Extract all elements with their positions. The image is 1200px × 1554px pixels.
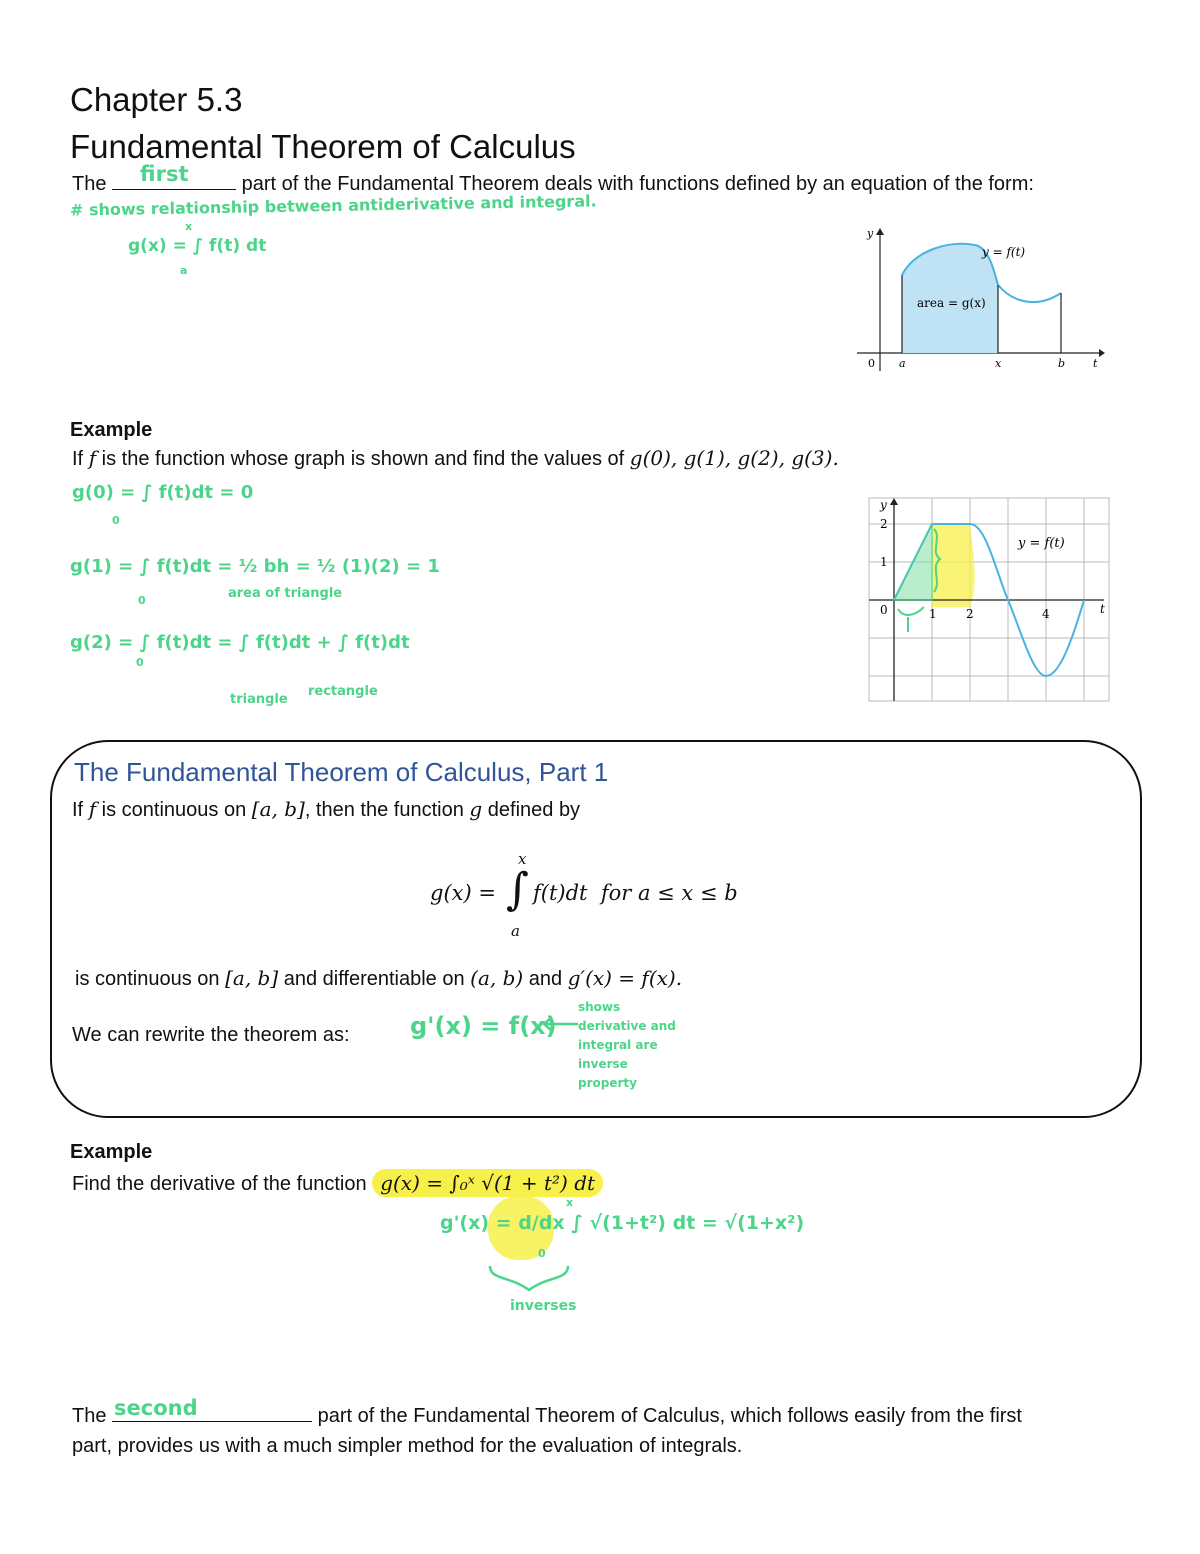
theorem-line1-f: f bbox=[88, 797, 97, 821]
example2-hw-lower: 0 bbox=[538, 1247, 546, 1260]
example1-hw-line2: g(1) = ∫ f(t)dt = ½ bh = ½ (1)(2) = 1 bbox=[70, 556, 440, 577]
figure2-ytick-2: 2 bbox=[880, 517, 888, 531]
example1-prompt-middle: is the function whose graph is shown and find the values of bbox=[101, 448, 625, 470]
intro-blank bbox=[112, 162, 236, 190]
figure2-y-label: y bbox=[880, 498, 887, 512]
theorem-line2-open: (a, b) bbox=[470, 966, 524, 990]
figure1-y-label: y bbox=[867, 227, 874, 240]
intro-handwritten-lower: a bbox=[180, 264, 188, 277]
theorem-heading: The Fundamental Theorem of Calculus, Part 1 bbox=[74, 757, 609, 787]
figure2-t-label: t bbox=[1100, 602, 1105, 616]
example-function-graph bbox=[868, 497, 1110, 702]
formula-lhs: g(x) = bbox=[430, 881, 496, 905]
figure2-xtick-1: 1 bbox=[929, 607, 937, 621]
intro-handwritten-upper: x bbox=[185, 220, 193, 233]
theorem-line1 bbox=[72, 796, 580, 823]
example1-prompt bbox=[72, 445, 839, 472]
example1-hw-line2-note: area of triangle bbox=[228, 586, 343, 601]
figure2-xtick-2: 2 bbox=[966, 607, 974, 621]
figure2-xtick-4: 4 bbox=[1042, 607, 1050, 621]
figure1-tick-x: x bbox=[995, 357, 1002, 370]
theorem-line2-and: and bbox=[528, 968, 563, 990]
figure1-tick-0: 0 bbox=[868, 357, 875, 370]
theorem-line1-g: g bbox=[469, 797, 483, 821]
example1-prompt-f: f bbox=[88, 446, 97, 470]
example2-hw-note: inverses bbox=[510, 1298, 577, 1314]
example2-hw-solution: g'(x) = d/dx ∫ √(1+t²) dt = √(1+x²) bbox=[440, 1212, 805, 1234]
example1-hw-line1-lower: 0 bbox=[112, 514, 120, 527]
example2-prompt-text: Find the derivative of the function bbox=[72, 1173, 367, 1195]
example2-hw-upper: x bbox=[566, 1196, 574, 1209]
example1-hw-line3-note2: rectangle bbox=[308, 684, 378, 699]
theorem-line2 bbox=[75, 965, 682, 992]
figure1-tick-b: b bbox=[1058, 357, 1066, 370]
theorem-hw-rewrite: g'(x) = f(x) bbox=[410, 1012, 557, 1040]
theorem-line1-start: If bbox=[72, 799, 84, 821]
area-function-graph bbox=[855, 225, 1105, 375]
figure2-y-arrow bbox=[890, 498, 898, 505]
formula-lower: a bbox=[511, 922, 520, 940]
formula-body: f(t)dt for a ≤ x ≤ b bbox=[533, 881, 738, 905]
example1-hw-line1: g(0) = ∫ f(t)dt = 0 bbox=[72, 482, 254, 503]
example1-hw-line2-lower: 0 bbox=[138, 594, 146, 607]
intro-after: part of the Fundamental Theorem deals with functions defined by an equation of the form: bbox=[241, 173, 1034, 195]
figure1-curve-label: y = f(t) bbox=[982, 245, 1026, 259]
theorem-line1-mid: is continuous on bbox=[101, 799, 247, 821]
theorem-hw-note: shows derivative and integral are inverse property bbox=[578, 1000, 676, 1090]
part2-before: The bbox=[72, 1405, 107, 1427]
figure2-hw-bracket bbox=[898, 607, 924, 632]
theorem-line2-start: is continuous on bbox=[75, 968, 220, 990]
topic-title: Fundamental Theorem of Calculus bbox=[70, 128, 576, 165]
intro-handwritten-formula: g(x) = ∫ f(t) dt bbox=[128, 236, 267, 256]
example1-prompt-start: If bbox=[72, 448, 84, 470]
example2-heading: Example bbox=[70, 1141, 153, 1163]
figure2-ytick-1: 1 bbox=[880, 555, 888, 569]
figure1-tick-t: t bbox=[1093, 357, 1098, 370]
example1-prompt-values: g(0), g(1), g(2), g(3). bbox=[629, 446, 839, 470]
part2-line2: part, provides us with a much simpler method for the evaluation of integrals. bbox=[72, 1435, 743, 1457]
example2-formula: g(x) = ∫₀ˣ √(1 + t²) dt bbox=[372, 1169, 603, 1197]
chapter-title: Chapter 5.3 bbox=[70, 81, 243, 118]
intro-blank-answer: first bbox=[140, 162, 189, 186]
figure1-y-arrow bbox=[876, 228, 884, 235]
theorem-line1-end: , then the function bbox=[304, 799, 464, 821]
part2-blank bbox=[112, 1396, 312, 1422]
theorem-line2-mid: and differentiable on bbox=[283, 968, 465, 990]
theorem-line2-eq: g′(x) = f(x). bbox=[567, 966, 683, 990]
formula-upper: x bbox=[518, 850, 527, 868]
theorem-line1-interval: [a, b] bbox=[251, 797, 305, 821]
figure1-area-label: area = g(x) bbox=[917, 296, 986, 310]
figure2-highlight bbox=[932, 524, 975, 607]
intro-handwritten-note: # shows relationship between antiderivative and integral. bbox=[69, 191, 597, 220]
theorem-line1-tail: defined by bbox=[487, 799, 581, 821]
part2-blank-answer: second bbox=[114, 1396, 198, 1420]
part2-line1 bbox=[72, 1396, 1022, 1429]
theorem-rewrite: We can rewrite the theorem as: bbox=[72, 1024, 350, 1046]
figure2-xtick-0: 0 bbox=[880, 603, 888, 617]
figure1-x-arrow bbox=[1099, 349, 1105, 357]
example2-hw-brace bbox=[486, 1262, 572, 1294]
example1-heading: Example bbox=[70, 419, 153, 441]
theorem-hw-arrow bbox=[540, 1012, 580, 1036]
part2-after: part of the Fundamental Theorem of Calculus, which follows easily from the first bbox=[317, 1405, 1022, 1427]
theorem-line2-closed: [a, b] bbox=[225, 966, 279, 990]
example1-hw-line3: g(2) = ∫ f(t)dt = ∫ f(t)dt + ∫ f(t)dt bbox=[70, 632, 410, 653]
example2-prompt bbox=[72, 1170, 603, 1197]
intro-before: The bbox=[72, 173, 107, 195]
figure2-curve-label: y = f(t) bbox=[1018, 536, 1065, 551]
formula-integral-sign: ∫ bbox=[506, 864, 529, 915]
example1-hw-line3-lower: 0 bbox=[136, 656, 144, 669]
figure1-tick-a: a bbox=[899, 357, 906, 370]
example1-hw-line3-note1: triangle bbox=[230, 692, 288, 707]
